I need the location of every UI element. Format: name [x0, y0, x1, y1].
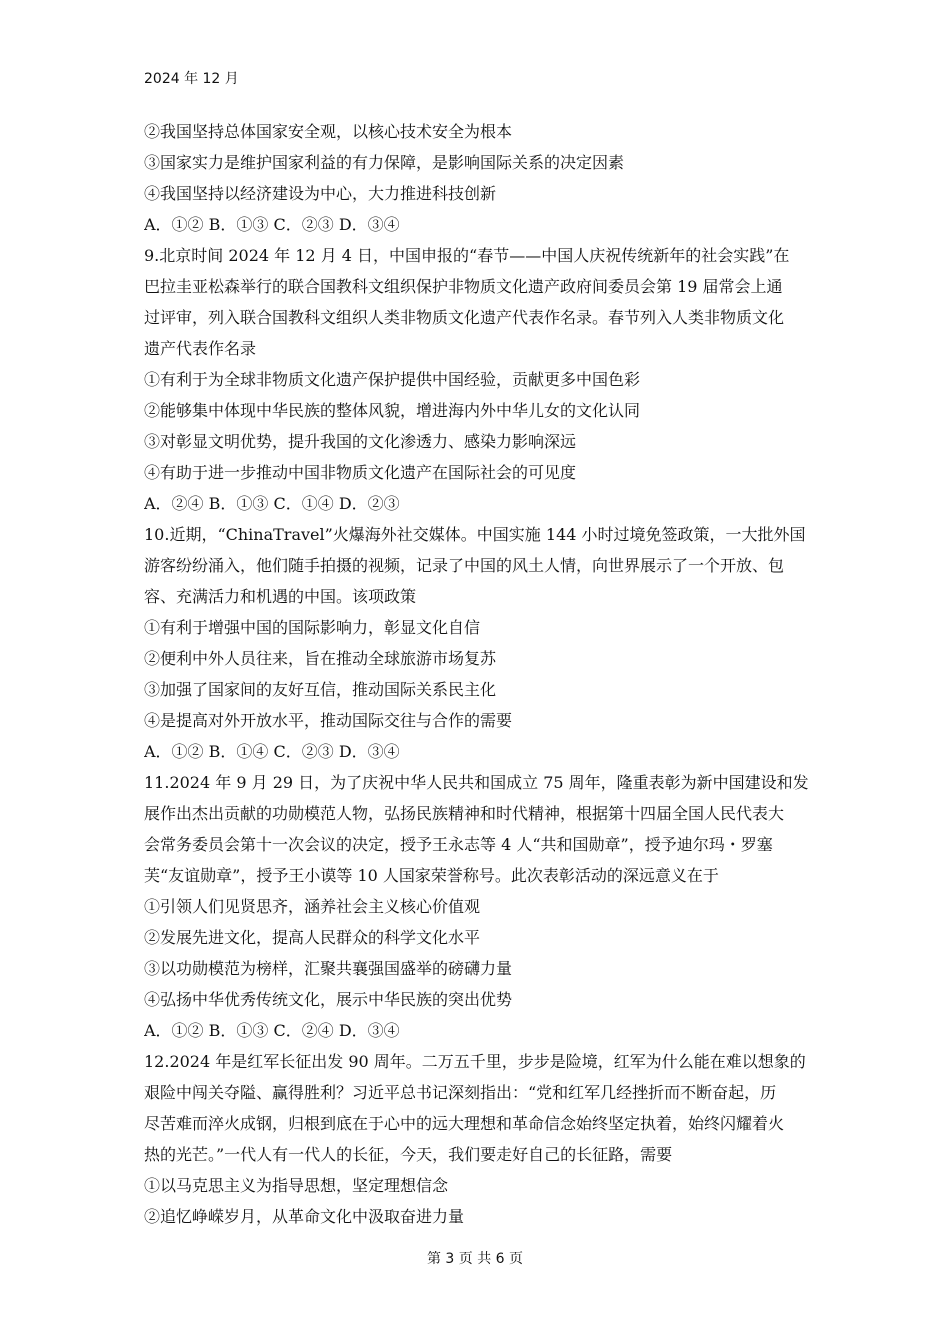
question-11-stem: 芙“友谊勋章”，授予王小谟等 10 人国家荣誉称号。此次表彰活动的深远意义在于	[144, 866, 719, 885]
option-line: ④是提高对外开放水平，推动国际交往与合作的需要	[144, 711, 513, 730]
question-9-stem: 巴拉圭亚松森举行的联合国教科文组织保护非物质文化遗产政府间委员会第 19 届常会上通	[144, 277, 783, 296]
option-line: ②能够集中体现中华民族的整体风貌，增进海内外中华儿女的文化认同	[144, 401, 641, 420]
option-line: ③对彰显文明优势，提升我国的文化渗透力、感染力影响深远	[144, 432, 577, 451]
question-10-stem: 容、充满活力和机遇的中国。该项政策	[144, 587, 417, 606]
option-line: ③国家实力是维护国家利益的有力保障，是影响国际关系的决定因素	[144, 153, 625, 172]
answer-choices: A．①② B．①④ C．②③ D．③④	[144, 742, 400, 761]
page-content	[144, 116, 812, 1232]
option-line: ①有利于为全球非物质文化遗产保护提供中国经验，贡献更多中国色彩	[144, 370, 641, 389]
question-12-stem: 12.2024 年是红军长征出发 90 周年。二万五千里，步步是险境，红军为什么能在难以想象的	[144, 1052, 806, 1071]
option-line: ③加强了国家间的友好互信，推动国际关系民主化	[144, 680, 497, 699]
answer-choices: A．①② B．①③ C．②③ D．③④	[144, 215, 400, 234]
page-number: 第 3 页 共 6 页	[426, 1251, 524, 1267]
document-date: 2024 年 12 月	[144, 71, 239, 87]
option-line: ④有助于进一步推动中国非物质文化遗产在国际社会的可见度	[144, 463, 577, 482]
answer-choices: A．①② B．①③ C．②④ D．③④	[144, 1021, 400, 1040]
question-12-stem: 尽苦难而淬火成钢，归根到底在于心中的远大理想和革命信念始终坚定执着，始终闪耀着火	[144, 1114, 785, 1133]
question-11-stem: 展作出杰出贡献的功勋模范人物，弘扬民族精神和时代精神，根据第十四届全国人民代表大	[144, 804, 785, 823]
question-11-stem: 会常务委员会第十一次会议的决定，授予王永志等 4 人“共和国勋章”，授予迪尔玛・罗塞	[144, 835, 773, 854]
option-line: ④我国坚持以经济建设为中心，大力推进科技创新	[144, 184, 497, 203]
option-line: ③以功勋模范为榜样，汇聚共襄强国盛举的磅礴力量	[144, 959, 513, 978]
question-9-stem: 遗产代表作名录	[144, 339, 257, 358]
question-10-stem: 10.近期，“ChinaTravel”火爆海外社交媒体。中国实施 144 小时过境免签政策，一大批外国	[144, 525, 806, 544]
question-9-stem: 过评审，列入联合国教科文组织人类非物质文化遗产代表作名录。春节列入人类非物质文化	[144, 308, 785, 327]
option-line: ①引领人们见贤思齐，涵养社会主义核心价值观	[144, 897, 481, 916]
option-line: ②发展先进文化，提高人民群众的科学文化水平	[144, 928, 481, 947]
option-line: ②便利中外人员往来，旨在推动全球旅游市场复苏	[144, 649, 497, 668]
question-9-stem: 9.北京时间 2024 年 12 月 4 日，中国申报的“春节——中国人庆祝传统新年的社会实践”在	[144, 246, 790, 265]
option-line: ②追忆峥嵘岁月，从革命文化中汲取奋进力量	[144, 1207, 465, 1226]
question-11-stem: 11.2024 年 9 月 29 日，为了庆祝中华人民共和国成立 75 周年，隆重表彰为新中国建设和发	[144, 773, 809, 792]
option-line: ④弘扬中华优秀传统文化，展示中华民族的突出优势	[144, 990, 513, 1009]
option-line: ①以马克思主义为指导思想，坚定理想信念	[144, 1176, 449, 1195]
question-10-stem: 游客纷纷涌入，他们随手拍摄的视频，记录了中国的风土人情，向世界展示了一个开放、包	[144, 556, 785, 575]
question-12-stem: 艰险中闯关夺隘、赢得胜利？习近平总书记深刻指出：“党和红军几经挫折而不断奋起，历	[144, 1083, 777, 1102]
question-12-stem: 热的光芒。”一代人有一代人的长征，今天，我们要走好自己的长征路，需要	[144, 1145, 673, 1164]
answer-choices: A．②④ B．①③ C．①④ D．②③	[144, 494, 400, 513]
option-line: ①有利于增强中国的国际影响力，彰显文化自信	[144, 618, 481, 637]
option-line: ②我国坚持总体国家安全观，以核心技术安全为根本	[144, 122, 513, 141]
